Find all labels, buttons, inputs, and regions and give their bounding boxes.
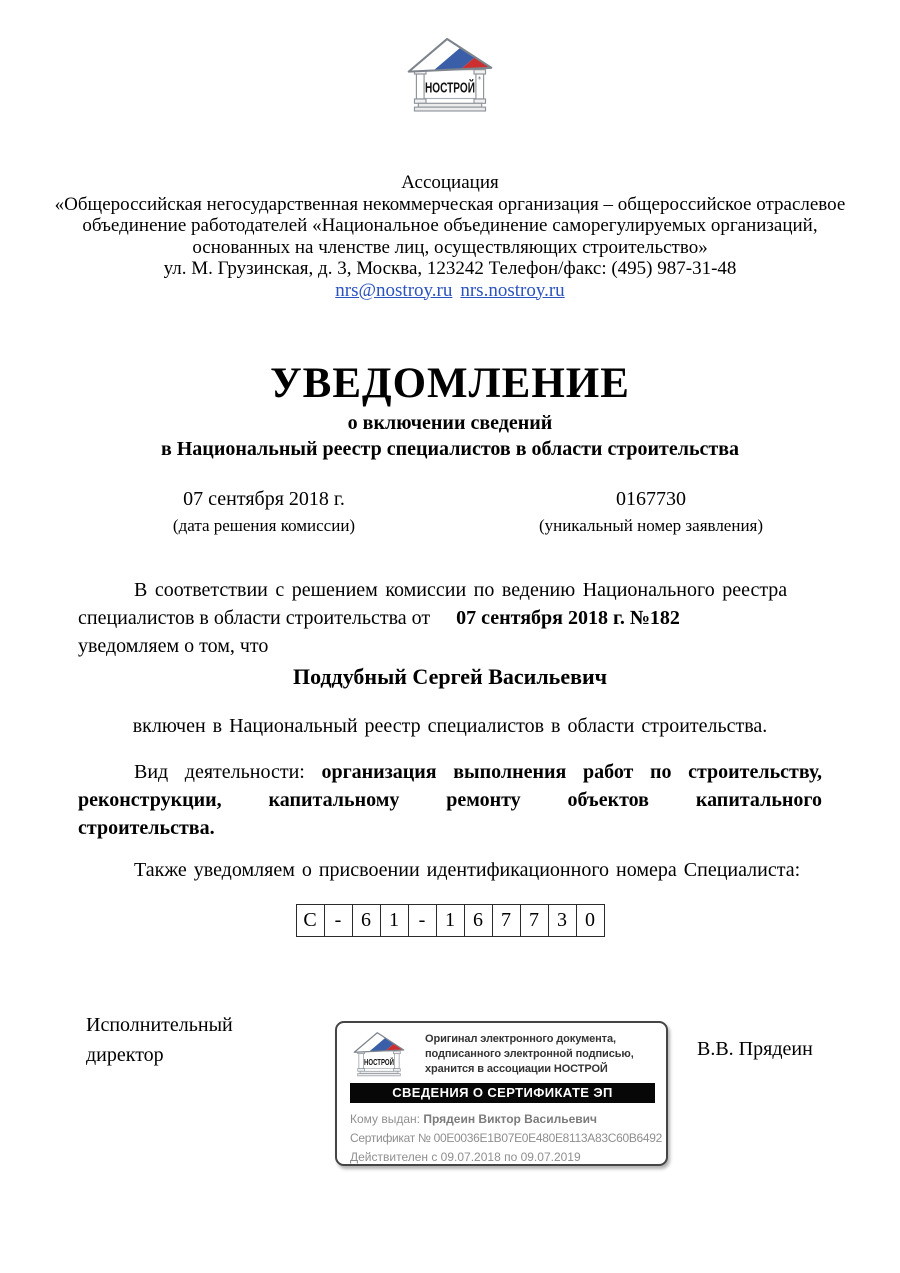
signature-position-line-1: Исполнительный [86, 1014, 233, 1036]
document-title: УВЕДОМЛЕНИЕ [270, 360, 630, 407]
paragraph-line-2 [78, 604, 822, 632]
id-cell: 3 [548, 905, 576, 937]
id-number-intro: Также уведомляем о присвоении идентификационного номера Специалиста: [134, 859, 801, 881]
paragraph-line-3: уведомляем о том, что [78, 635, 269, 657]
id-cell: С [296, 905, 324, 937]
specialist-name: Поддубный Сергей Васильевич [292, 664, 608, 689]
decision-date-caption: (дата решения комиссии) [172, 516, 356, 535]
paragraph-line-2-text: специалистов в области строительства от [78, 607, 431, 629]
stamp-certificate-bar: СВЕДЕНИЯ О СЕРТИФИКАТЕ ЭП [350, 1083, 655, 1103]
stamp-header [350, 1031, 655, 1077]
stamp-cert-number-line: Сертификат № 00E0036E1B07E0E480E8113A83C60B6492 [350, 1131, 663, 1145]
document-subtitle-1: о включении сведений [347, 412, 553, 434]
activity-text-3: строительства. [78, 817, 215, 839]
id-cell: 7 [520, 905, 548, 937]
svg-text:®: ® [477, 75, 482, 81]
activity-line-1 [78, 758, 822, 786]
id-cell: 6 [464, 905, 492, 937]
id-cell: 1 [436, 905, 464, 937]
document-subtitle-2: в Национальный реестр специалистов в области строительства [160, 438, 740, 460]
decision-date: 07 сентября 2018 г. [183, 488, 345, 510]
stamp-issued-label: Кому выдан: [350, 1112, 421, 1126]
site-link[interactable]: nrs.nostroy.ru [460, 279, 565, 301]
email-link[interactable]: nrs@nostroy.ru [335, 279, 453, 301]
org-name-line-1: «Общероссийская негосударственная некоммерческая организация – общероссийское отраслевое [54, 193, 846, 215]
application-number-block [450, 486, 822, 538]
specialist-id-table [296, 904, 605, 937]
activity-label: Вид деятельности: [134, 761, 305, 783]
activity-text-2: реконструкции, капитальному ремонту объектов капитального [78, 789, 822, 811]
decision-date-block [78, 486, 450, 538]
activity-line-2 [78, 786, 822, 814]
id-cell: 6 [352, 905, 380, 937]
signature-position-line-2: директор [86, 1044, 164, 1066]
org-links [0, 280, 900, 302]
id-cell: 1 [380, 905, 408, 937]
included-statement: включен в Национальный реестр специалистов в области строительства. [132, 715, 768, 737]
nostroy-logo-icon [402, 36, 498, 113]
logo-area [0, 0, 900, 118]
stamp-origin-line-1: Оригинал электронного документа, [425, 1032, 616, 1045]
org-header [0, 172, 900, 301]
stamp-validity-line: Действителен с 09.07.2018 по 09.07.2019 [350, 1150, 581, 1164]
e-signature-stamp [335, 1021, 668, 1166]
application-number-caption: (уникальный номер заявления) [538, 516, 764, 535]
activity-paragraph [78, 758, 822, 842]
stamp-origin-line-3: хранится в ассоциации НОСТРОЙ [425, 1062, 608, 1075]
id-cell: - [408, 905, 436, 937]
id-row [296, 905, 604, 937]
activity-line-3 [78, 814, 822, 842]
id-cell: 0 [576, 905, 604, 937]
org-name-line-2: объединение работодателей «Национальное объединение саморегулируемых организаций, [82, 215, 818, 236]
paragraph-line-1: В соответствии с решением комиссии по ведению Национального реестра [134, 579, 788, 601]
activity-text-1: организация выполнения работ по строительству, [321, 761, 822, 783]
stamp-origin-line-2: подписанного электронной подписью, [425, 1047, 634, 1060]
org-type: Ассоциация [401, 172, 499, 193]
signature-position [86, 1010, 233, 1070]
signature-name: В.В. Прядеин [697, 1038, 813, 1060]
stamp-origin-text [425, 1032, 634, 1077]
stamp-nostroy-logo-icon [350, 1031, 408, 1077]
decision-row [78, 486, 822, 538]
id-cell: - [324, 905, 352, 937]
org-address: ул. М. Грузинская, д. 3, Москва, 123242 Телефон/факс: (495) 987-31-48 [163, 258, 737, 279]
main-paragraph [78, 576, 822, 660]
decision-date-number: 07 сентября 2018 г. №182 [456, 607, 680, 629]
org-name-line-3: основанных на членстве лиц, осуществляющих строительство» [192, 236, 708, 258]
stamp-issued-name: Прядеин Виктор Васильевич [423, 1112, 597, 1126]
stamp-issued-line [350, 1110, 655, 1129]
logo-text: НОСТРОЙ [425, 80, 497, 97]
stamp-logo-text: НОСТРОЙ [364, 1056, 407, 1067]
stamp-certificate-info [350, 1110, 663, 1167]
application-number: 0167730 [616, 488, 686, 510]
id-cell: 7 [492, 905, 520, 937]
